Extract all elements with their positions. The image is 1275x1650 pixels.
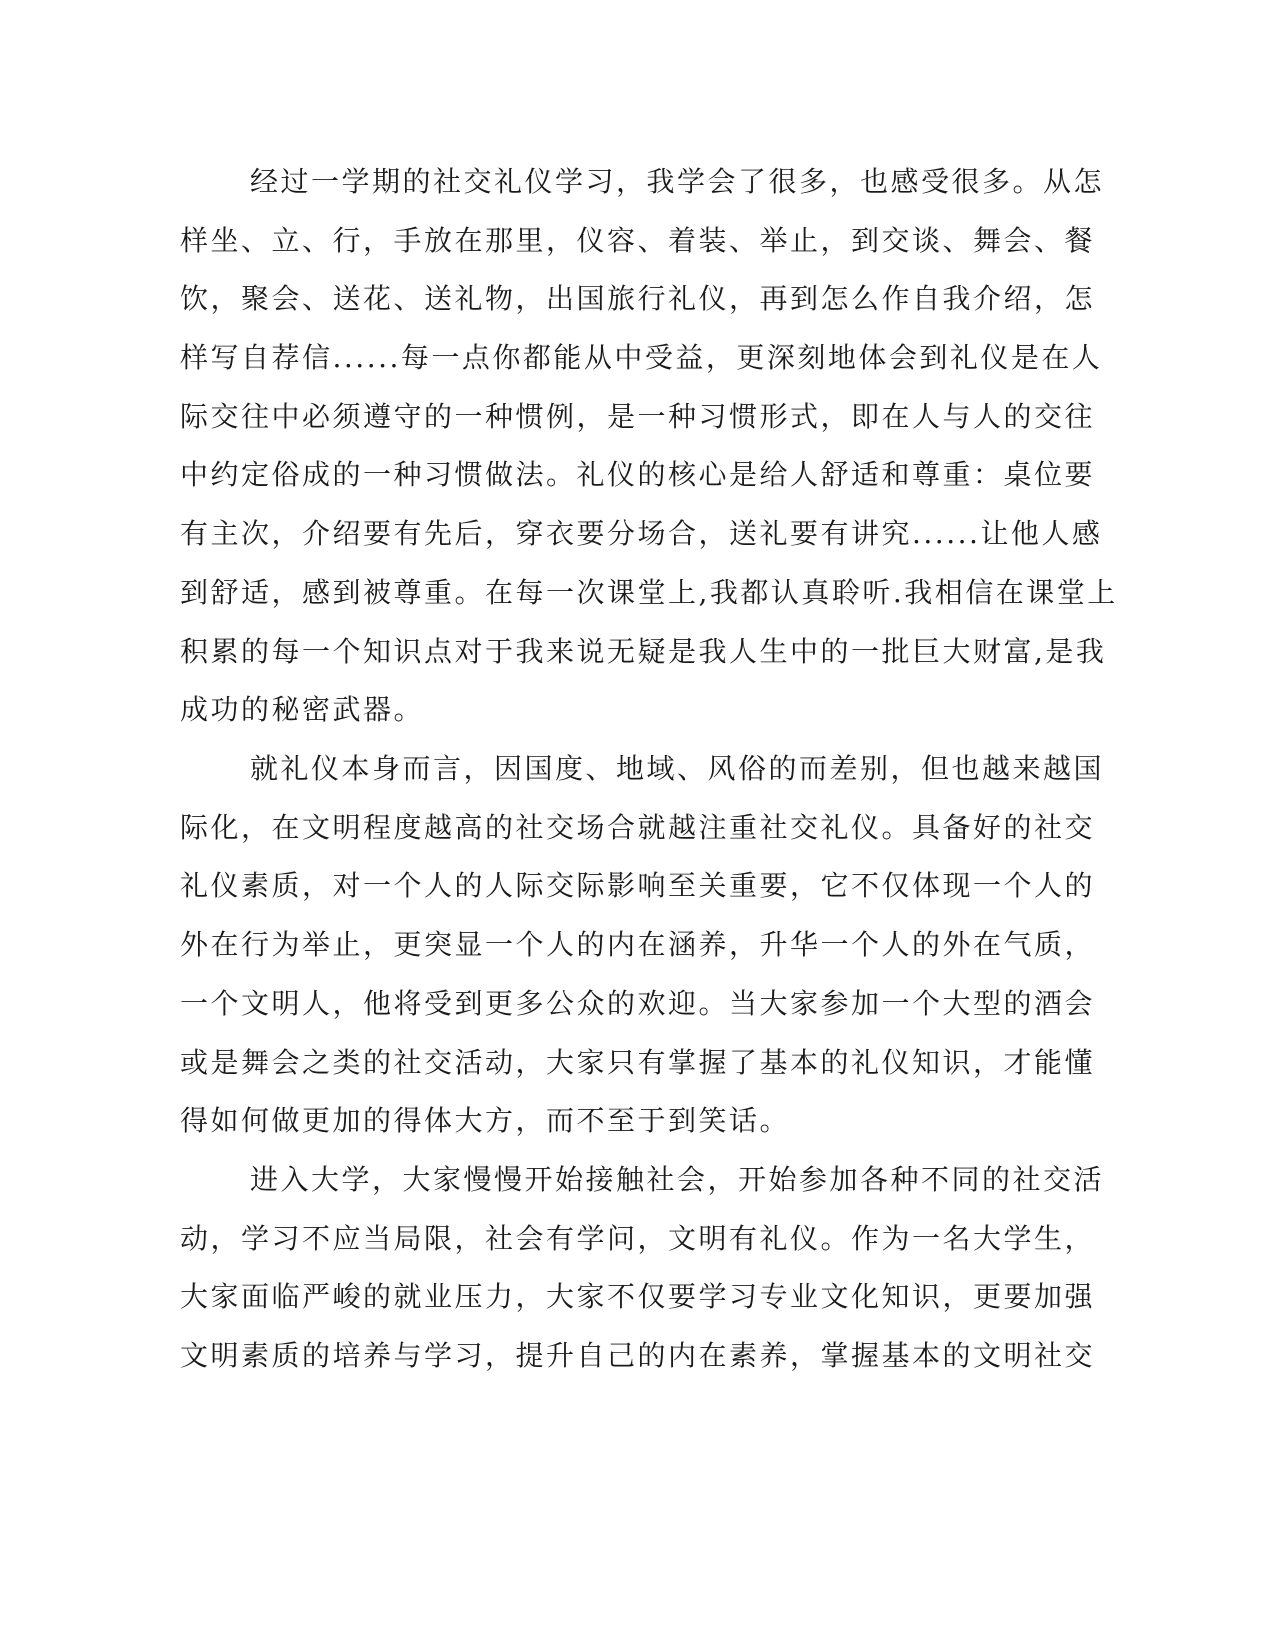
text-line: 有主次，介绍要有先后，穿衣要分场合，送礼要有讲究......让他人感	[180, 517, 1103, 550]
text-line: 样坐、立、行，手放在那里，仪容、着装、举止，到交谈、舞会、餐	[180, 224, 1096, 257]
text-line: 成功的秘密武器。	[180, 693, 425, 726]
text-line: 外在行为举止，更突显一个人的内在涵养，升华一个人的外在气质，	[180, 928, 1096, 961]
text-line: 大家面临严峻的就业压力，大家不仅要学习专业文化知识，更要加强	[180, 1280, 1096, 1313]
text-line: 样写自荐信......每一点你都能从中受益，更深刻地体会到礼仪是在人	[180, 341, 1103, 374]
text-line: 饮，聚会、送花、送礼物，出国旅行礼仪，再到怎么作自我介绍，怎	[180, 282, 1096, 315]
text-line: 文明素质的培养与学习，提升自己的内在素养，掌握基本的文明社交	[180, 1339, 1096, 1372]
text-line: 一个文明人，他将受到更多公众的欢迎。当大家参加一个大型的酒会	[180, 987, 1096, 1020]
text-line: 际交往中必须遵守的一种惯例，是一种习惯形式，即在人与人的交往	[180, 400, 1096, 433]
text-line: 或是舞会之类的社交活动，大家只有掌握了基本的礼仪知识，才能懂	[180, 1046, 1096, 1079]
text-line: 进入大学，大家慢慢开始接触社会，开始参加各种不同的社交活	[250, 1163, 1105, 1196]
text-line: 到舒适，感到被尊重。在每一次课堂上,我都认真聆听.我相信在课堂上	[180, 576, 1118, 609]
text-line: 经过一学期的社交礼仪学习，我学会了很多，也感受很多。从怎	[250, 165, 1105, 198]
text-line: 得如何做更加的得体大方，而不至于到笑话。	[180, 1104, 791, 1137]
text-line: 积累的每一个知识点对于我来说无疑是我人生中的一批巨大财富,是我	[180, 635, 1107, 668]
text-line: 就礼仪本身而言，因国度、地域、风俗的而差别，但也越来越国	[250, 752, 1105, 785]
text-line: 中约定俗成的一种习惯做法。礼仪的核心是给人舒适和尊重：桌位要	[180, 458, 1096, 491]
text-line: 际化，在文明程度越高的社交场合就越注重社交礼仪。具备好的社交	[180, 811, 1096, 844]
text-line: 礼仪素质，对一个人的人际交际影响至关重要，它不仅体现一个人的	[180, 869, 1096, 902]
text-line: 动，学习不应当局限，社会有学问，文明有礼仪。作为一名大学生，	[180, 1222, 1096, 1255]
